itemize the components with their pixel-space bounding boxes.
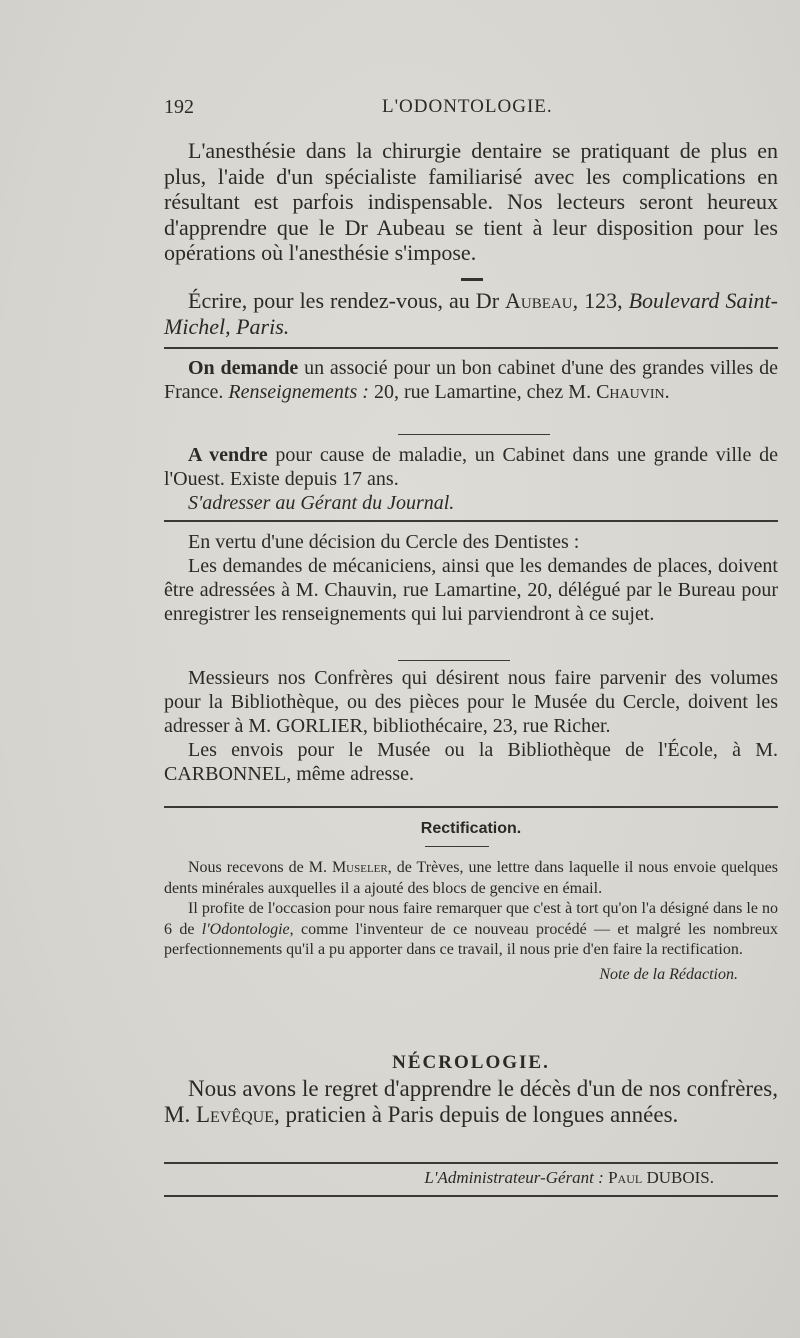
rect-p1-rest: , de Trèves, une lettre dans laquelle il nous envoie quelques dents minérales auxquelles il a ajouté des blocs de gencive en émail. (164, 859, 779, 897)
necrologie-title: NÉCROLOGIE. (392, 1052, 550, 1073)
demand-name: Chauvin. (596, 381, 670, 403)
sale-lead: A vendre (188, 444, 268, 466)
short-rule (425, 846, 489, 847)
necrologie-title-block (164, 1052, 778, 1074)
administrator-signature (164, 1168, 714, 1188)
running-title: L'ODONTOLOGIE. (382, 96, 553, 117)
necro-name: Levêque (195, 1102, 274, 1127)
short-rule (398, 660, 510, 661)
necro-rest: , praticien à Paris depuis de longues années. (274, 1102, 679, 1127)
section-rule (164, 347, 778, 349)
anesthesia-paragraph: L'anesthésie dans la chirurgie dentaire se pratiquant de plus en plus, l'aide d'un spécialiste familiarisé avec les complications en résultant est parfois indispensable. Nos lecteurs seront heureux d'apprendre que le Dr Aubeau se tient à leur disposition pour les opérations où l'anesthésie s'impose. (164, 138, 778, 265)
running-header (164, 96, 778, 126)
write-number: , 123, (572, 288, 629, 313)
rect-p2-journal: l'Odontologie (201, 920, 290, 938)
classified-demand (164, 356, 778, 404)
sale-paragraph (164, 443, 778, 491)
rect-p1-name: Museler (331, 859, 388, 876)
page-number: 192 (164, 96, 194, 118)
necro-prefix: Nous avons le regret d'apprendre le décès d'un de nos confrères, M. (164, 1076, 778, 1127)
section-rule (164, 520, 778, 522)
sale-contact: S'adresser au Gérant du Journal. (188, 492, 455, 514)
rectification-p2 (164, 899, 778, 961)
short-rule (398, 434, 550, 435)
classified-sale (164, 443, 778, 515)
rectification-p1 (164, 858, 778, 899)
rectification-title-block (164, 818, 778, 838)
write-address: Boulevard Saint-Michel, Paris. (164, 288, 778, 339)
demand-text: un associé pour un bon cabinet d'une des grandes villes de France. (164, 357, 779, 403)
cercle-body: Les demandes de mécaniciens, ainsi que les demandes de places, doivent être adressées à M. Chauvin, rue Lamartine, 20, délégué par le Bureau pour enregistrer les renseignements qui lui parviendront à ce sujet. (164, 555, 778, 625)
demand-lead: On demande (188, 357, 299, 379)
anesthesia-write (164, 288, 778, 339)
necrologie-paragraph (164, 1076, 778, 1128)
library-notice (164, 666, 778, 786)
sale-text: pour cause de maladie, un Cabinet dans une grande ville de l'Ouest. Existe depuis 17 ans. (164, 444, 778, 490)
rect-p2-rest: , comme l'inventeur de ce nouveau procédé — et malgré les nombreux perfectionnements qu'il a pu apporter dans ce travail, il nous prie d'en faire la rectification. (164, 920, 778, 958)
anesthesia-write-line (164, 288, 778, 339)
footer-rule (164, 1162, 778, 1164)
demand-info-label: Renseignements : (228, 381, 369, 403)
rect-p1-prefix: Nous recevons de M. (188, 859, 332, 876)
section-rule (164, 806, 778, 808)
necrologie-body (164, 1076, 778, 1128)
rectification-title: Rectification. (420, 820, 522, 837)
demand-paragraph (164, 356, 778, 404)
footer-last-name: DUBOIS. (646, 1168, 714, 1187)
rectification-body (164, 858, 778, 985)
library-p1: Messieurs nos Confrères qui désirent nous faire parvenir des volumes pour la Bibliothèque, ou des pièces pour le Musée du Cercle, doivent les adresser à M. GORLIER, bibliothécaire, 23, rue Richer. (164, 667, 778, 737)
footer-label: L'Administrateur-Gérant : (424, 1168, 604, 1187)
footer-first-name: Paul (608, 1168, 643, 1187)
write-prefix: Écrire, pour les rendez-vous, au Dr (188, 288, 506, 313)
footer-rule-bottom (164, 1195, 778, 1197)
rectification-note: Note de la Rédaction. (599, 965, 738, 983)
short-dash-separator (461, 278, 483, 281)
demand-info: 20, rue Lamartine, chez M. (368, 381, 597, 403)
write-name: Aubeau (505, 288, 573, 313)
rect-p2-prefix: Il profite de l'occasion pour nous faire remarquer que c'est à tort qu'on l'a désigné dans le no 6 de (164, 900, 778, 938)
cercle-intro: En vertu d'une décision du Cercle des Dentistes : (188, 531, 580, 553)
library-p2: Les envois pour le Musée ou la Bibliothèque de l'École, à M. CARBONNEL, même adresse. (164, 739, 778, 785)
anesthesia-notice (164, 138, 778, 266)
cercle-notice (164, 530, 778, 626)
